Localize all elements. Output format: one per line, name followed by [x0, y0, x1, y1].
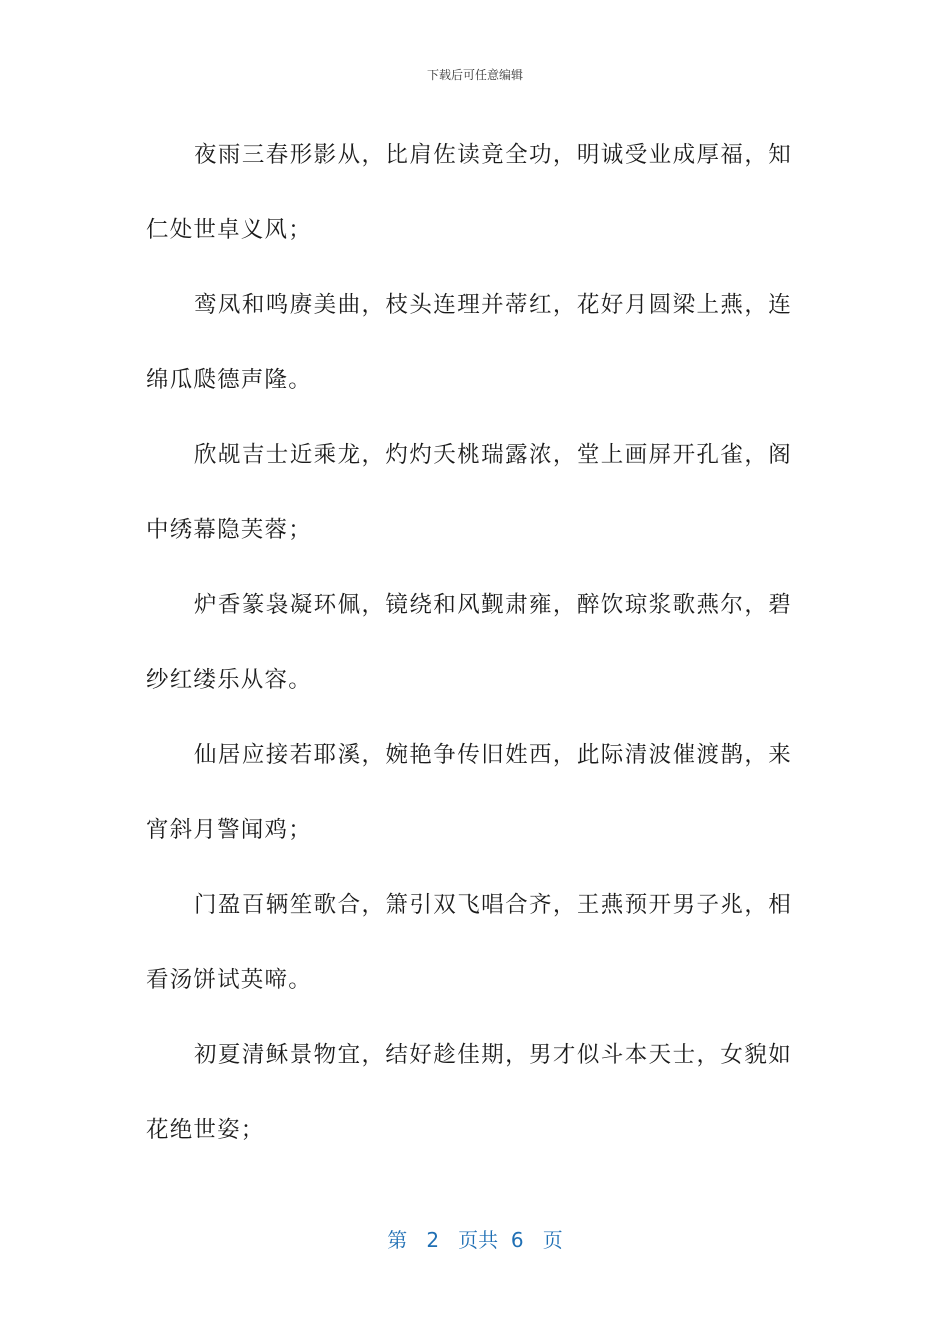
- footer-suffix: 页: [542, 1228, 563, 1252]
- footer-prefix: 第: [387, 1228, 408, 1252]
- paragraph: 欣觇吉士近乘龙，灼灼夭桃瑞露浓，堂上画屏开孔雀，阁中绣幕隐芙蓉；: [146, 442, 792, 543]
- total-pages-number: 6: [510, 1228, 524, 1252]
- header-note: 下载后可任意编辑: [426, 68, 523, 82]
- footer-middle: 页共: [458, 1228, 499, 1252]
- document-body: [146, 118, 792, 1168]
- paragraph: 夜雨三春形影从，比肩佐读竟全功，明诚受业成厚福，知仁处世卓义风；: [146, 142, 792, 243]
- paragraph: 门盈百辆笙歌合，箫引双飞唱合齐，王燕预开男子兆，相看汤饼试英啼。: [146, 892, 792, 993]
- paragraph: 初夏清稣景物宜，结好趁佳期，男才似斗本天士，女貌如花绝世姿；: [146, 1042, 792, 1143]
- paragraph: 仙居应接若耶溪，婉艳争传旧姓西，此际清波催渡鹊，来宵斜月警闻鸡；: [146, 742, 792, 843]
- current-page-number: 2: [426, 1228, 440, 1252]
- paragraph: 鸾凤和鸣赓美曲，枝头连理并蒂红，花好月圆梁上燕，连绵瓜瓞德声隆。: [146, 292, 792, 393]
- page-footer: [0, 1224, 950, 1253]
- paragraph: 炉香篆袅凝环佩，镜绕和风觐肃雍，醉饮琼浆歌燕尔，碧纱红缕乐从容。: [146, 592, 792, 693]
